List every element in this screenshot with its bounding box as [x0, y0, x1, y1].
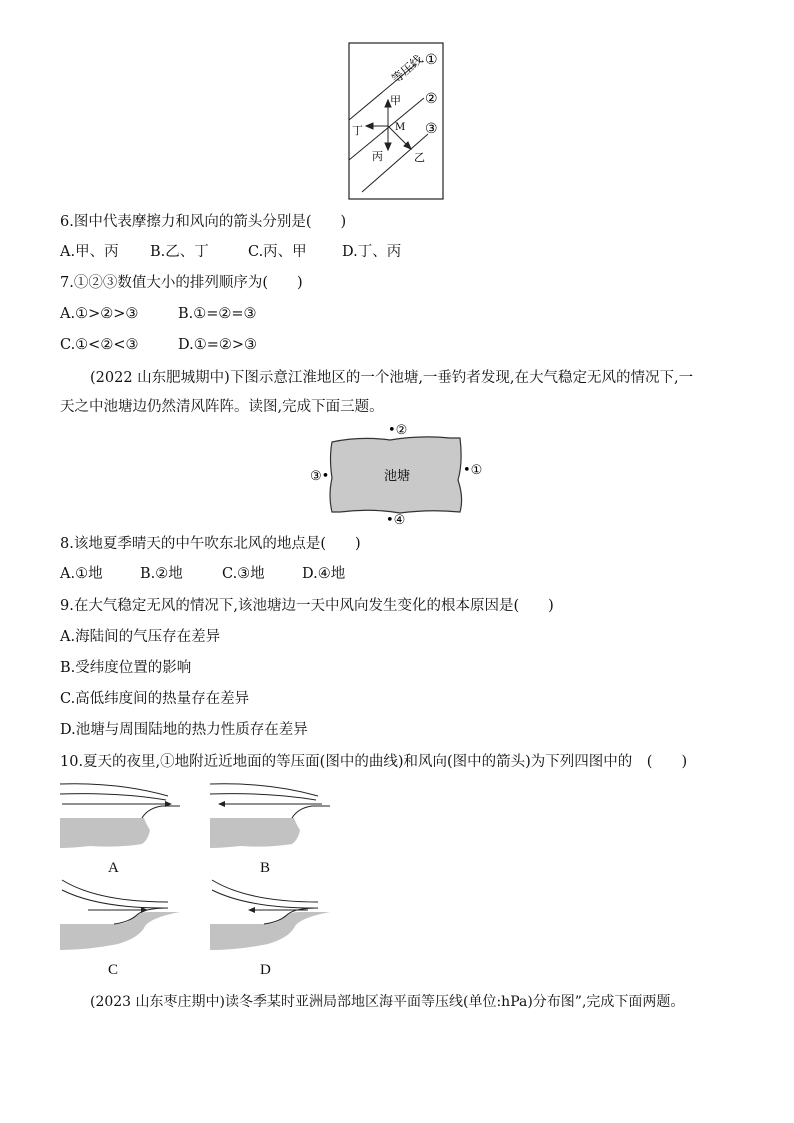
isobar-2-label: ② [425, 91, 438, 107]
diagram-b[interactable] [208, 778, 332, 856]
q7-option-d[interactable]: D.①=②>③ [178, 337, 258, 353]
intro1-line1: (2022 山东肥城期中)下图示意江淮地区的一个池塘,一垂钓者发现,在大气稳定无风的情况下,一 [90, 370, 694, 386]
arrow-yi-label: 乙 [414, 151, 425, 164]
q9-option-c[interactable]: C.高低纬度间的热量存在差异 [60, 691, 250, 707]
q7-options-row2 [60, 335, 257, 355]
q7-options-row1 [60, 304, 257, 324]
caption-b: B [260, 860, 271, 876]
point-m-label: M [395, 122, 406, 133]
q8-option-a[interactable]: A.①地 [60, 566, 103, 582]
q10-stem: 10.夏天的夜里,①地附近近地面的等压面(图中的曲线)和风向(图中的箭头)为下列四图中的 ( ) [60, 754, 688, 770]
caption-c: C [108, 962, 119, 978]
caption-a: A [108, 860, 119, 876]
q7-stem: 7.①②③数值大小的排列顺序为( ) [60, 275, 303, 291]
arrow-ding-label: 丁 [352, 124, 363, 137]
q6-option-a[interactable]: A.甲、丙 [60, 244, 119, 260]
q8-stem: 8.该地夏季晴天的中午吹东北风的地点是( ) [60, 536, 361, 552]
isobar-figure [348, 42, 444, 200]
point-4-label: •④ [386, 513, 406, 528]
intro2-line1: (2023 山东枣庄期中)读冬季某时亚洲局部地区海平面等压线(单位:hPa)分布图”,完成下面两题。 [90, 994, 685, 1010]
q6-options [60, 242, 401, 262]
point-1-label: •① [463, 463, 483, 478]
q6-option-c[interactable]: C.丙、甲 [248, 244, 307, 260]
diagram-a[interactable] [58, 778, 182, 856]
isobar-label: 等压线 [388, 52, 426, 87]
pond-figure [300, 418, 500, 530]
q6-stem: 6.图中代表摩擦力和风向的箭头分别是( ) [60, 214, 347, 230]
q7-option-b[interactable]: B.①=②=③ [178, 306, 257, 322]
q7-option-a[interactable]: A.①>②>③ [60, 306, 139, 322]
arrow-bing-label: 丙 [372, 150, 383, 163]
q9-option-a[interactable]: A.海陆间的气压存在差异 [60, 629, 221, 645]
intro1-line2: 天之中池塘边仍然清风阵阵。读图,完成下面三题。 [60, 399, 384, 415]
q9-stem: 9.在大气稳定无风的情况下,该池塘边一天中风向发生变化的根本原因是( ) [60, 598, 554, 614]
caption-d: D [260, 962, 271, 978]
q7-option-c[interactable]: C.①<②<③ [60, 337, 139, 353]
q9-option-d[interactable]: D.池塘与周围陆地的热力性质存在差异 [60, 722, 308, 738]
isobar-1-label: ① [425, 52, 438, 68]
q9-option-b[interactable]: B.受纬度位置的影响 [60, 660, 192, 676]
q8-option-c[interactable]: C.③地 [222, 566, 265, 582]
diagram-c[interactable] [58, 878, 182, 956]
q8-option-d[interactable]: D.④地 [302, 566, 346, 582]
q6-option-b[interactable]: B.乙、丁 [150, 244, 209, 260]
q8-options [60, 564, 345, 584]
pond-label: 池塘 [384, 469, 411, 484]
q6-option-d[interactable]: D.丁、丙 [342, 244, 402, 260]
isobar-3-label: ③ [425, 121, 438, 137]
point-2-label: •② [388, 423, 408, 438]
diagram-d[interactable] [208, 878, 332, 956]
point-3-label: ③• [310, 469, 330, 484]
q8-option-b[interactable]: B.②地 [140, 566, 183, 582]
arrow-jia-label: 甲 [390, 94, 401, 107]
